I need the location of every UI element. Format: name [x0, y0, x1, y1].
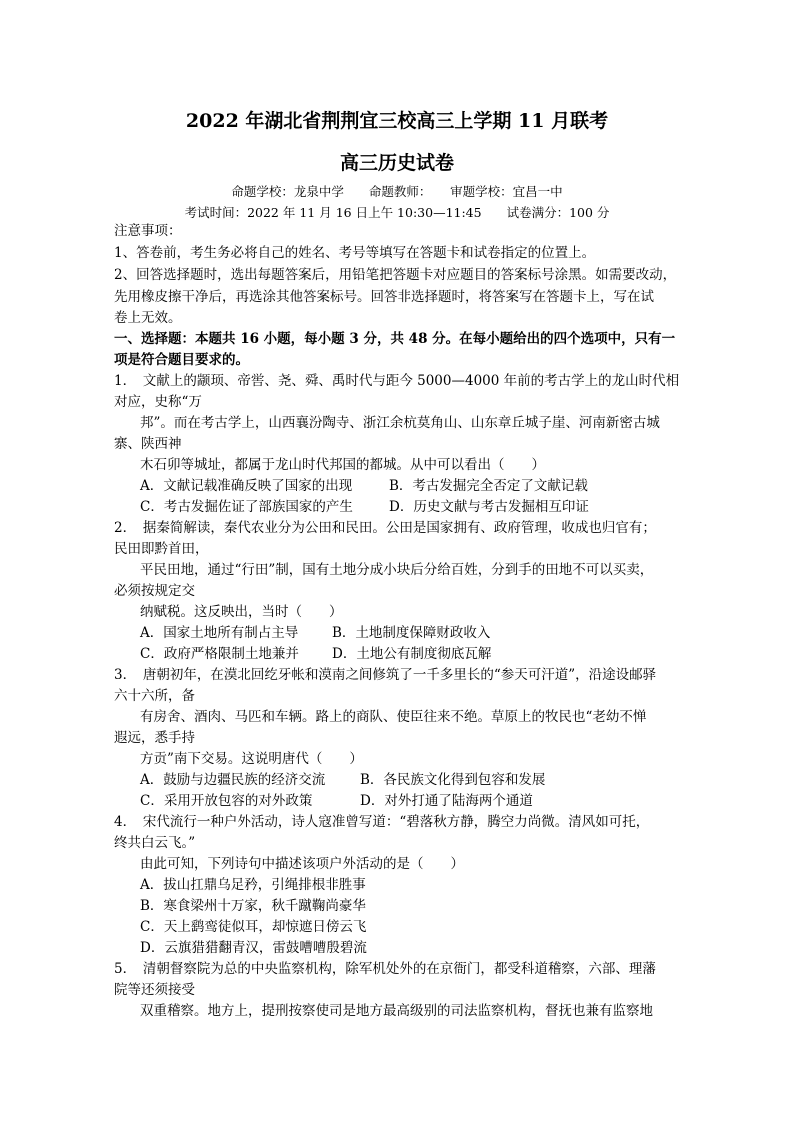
q2-option-c: C．政府严格限制土地兼并: [140, 646, 299, 662]
exam-subtitle: 高三历史试卷: [339, 152, 454, 174]
q5-line-3: 双重稽察。地方上，提刑按察使司是地方最高级别的司法监察机构，督抚也兼有监察地: [140, 1003, 653, 1019]
q3-line-3: 有房舍、酒肉、马匹和车辆。路上的商队、使臣往来不绝。草原上的牧民也“老幼不惮: [140, 709, 647, 725]
q5-line-1: 5． 清朝督察院为总的中央监察机构，除军机处外的在京衙门，都受科道稽察，六部、理藩: [114, 961, 656, 977]
q2-line-3: 平民田地，通过“行田”制，国有土地分成小块后分给百姓，分到手的田地不可以买卖，: [140, 562, 654, 578]
q2-line-4: 必须按规定交: [114, 583, 195, 599]
q4-line-1: 4． 宋代流行一种户外活动，诗人寇准曾写道：“碧落秋方静，腾空力尚微。清风如可托，: [114, 814, 650, 830]
exam-title: 2022 年湖北省荆荆宜三校高三上学期 11 月联考: [185, 110, 609, 132]
q3-line-4: 遐远，悉手持: [114, 730, 195, 746]
q4-line-3: 由此可知，下列诗句中描述该项户外活动的是（ ）: [140, 856, 464, 872]
meta-line-school: 命题学校：龙泉中学 命题教师： 审题学校：宜昌一中: [231, 184, 563, 199]
q1-line-2: 对应，史称“万: [114, 394, 202, 410]
q4-option-d: D．云旗猎猎翻青汉，雷鼓嘈嘈殷碧流: [140, 940, 367, 956]
section-heading-line-1: 一、选择题：本题共 16 小题，每小题 3 分，共 48 分。在每小题给出的四个选项中，只有一: [114, 331, 676, 347]
q3-option-d: D．对外打通了陆海两个通道: [360, 793, 533, 809]
q2-line-1: 2． 据秦简解读，秦代农业分为公田和民田。公田是国家拥有、政府管理，收成也归官有；: [114, 520, 656, 536]
q4-option-a: A．拔山扛鼎乌足矜，引绳排根非胜事: [140, 877, 366, 893]
notes-heading: 注意事项：: [114, 223, 182, 239]
q1-line-5: 木石卯等城址，都属于龙山时代邦国的都城。从中可以看出（ ）: [140, 457, 545, 473]
q3-line-1: 3． 唐朝初年，在漠北回纥牙帐和漠南之间修筑了一千多里长的“参天可汗道”，沿途设邮驿: [114, 667, 657, 683]
q2-line-5: 纳赋税。这反映出，当时（ ）: [140, 604, 343, 620]
q3-line-5: 方贡”南下交易。这说明唐代（ ）: [140, 751, 363, 767]
q3-option-a: A．鼓励与边疆民族的经济交流: [140, 772, 326, 788]
q2-option-a: A．国家土地所有制占主导: [140, 625, 299, 641]
meta-line-time: 考试时间：2022 年 11 月 16 日上午 10:30—11:45 试卷满分：100 分: [184, 205, 610, 220]
q4-line-2: 终共白云飞。”: [114, 835, 196, 851]
q1-option-c: C．考古发掘佐证了部族国家的产生: [140, 499, 353, 515]
q1-option-d: D．历史文献与考古发掘相互印证: [389, 499, 589, 515]
note-2-line-1: 2、回答选择题时，选出每题答案后，用铅笔把答题卡对应题目的答案标号涂黑。如需要改动，: [114, 267, 677, 283]
note-2-line-3: 卷上无效。: [114, 310, 182, 326]
q3-option-c: C．采用开放包容的对外政策: [140, 793, 313, 809]
q3-option-b: B．各民族文化得到包容和发展: [360, 772, 546, 788]
note-2-line-2: 先用橡皮擦干净后，再选涂其他答案标号。回答非选择题时，将答案写在答题卡上，写在试: [114, 289, 654, 305]
q2-option-d: D．土地公有制度彻底瓦解: [332, 646, 492, 662]
q1-option-a: A．文献记载准确反映了国家的出现: [140, 478, 353, 494]
q1-line-1: 1． 文献上的颛顼、帝喾、尧、舜、禹时代与距今 5000—4000 年前的考古学上的龙山时代相: [114, 373, 680, 389]
q4-option-c: C．天上鹞鸾徒似耳，却惊遮日傍云飞: [140, 919, 367, 935]
q2-line-2: 民田即黔首田，: [114, 541, 209, 557]
q2-option-b: B．土地制度保障财政收入: [332, 625, 491, 641]
q4-option-b: B．寒食梁州十万家，秋千蹴鞠尚豪华: [140, 898, 366, 914]
note-1: 1、答卷前，考生务必将自己的姓名、考号等填写在答题卡和试卷指定的位置上。: [114, 245, 596, 261]
q1-option-b: B．考古发掘完全否定了文献记载: [389, 478, 588, 494]
q1-line-3: 邦”。而在考古学上，山西襄汾陶寺、浙江余杭莫角山、山东章丘城子崖、河南新密古城: [140, 415, 660, 431]
q1-line-4: 寨、陕西神: [114, 436, 182, 452]
q3-line-2: 六十六所，备: [114, 688, 195, 704]
section-heading-line-2: 项是符合题目要求的。: [114, 352, 249, 368]
q5-line-2: 院等还须接受: [114, 982, 195, 998]
